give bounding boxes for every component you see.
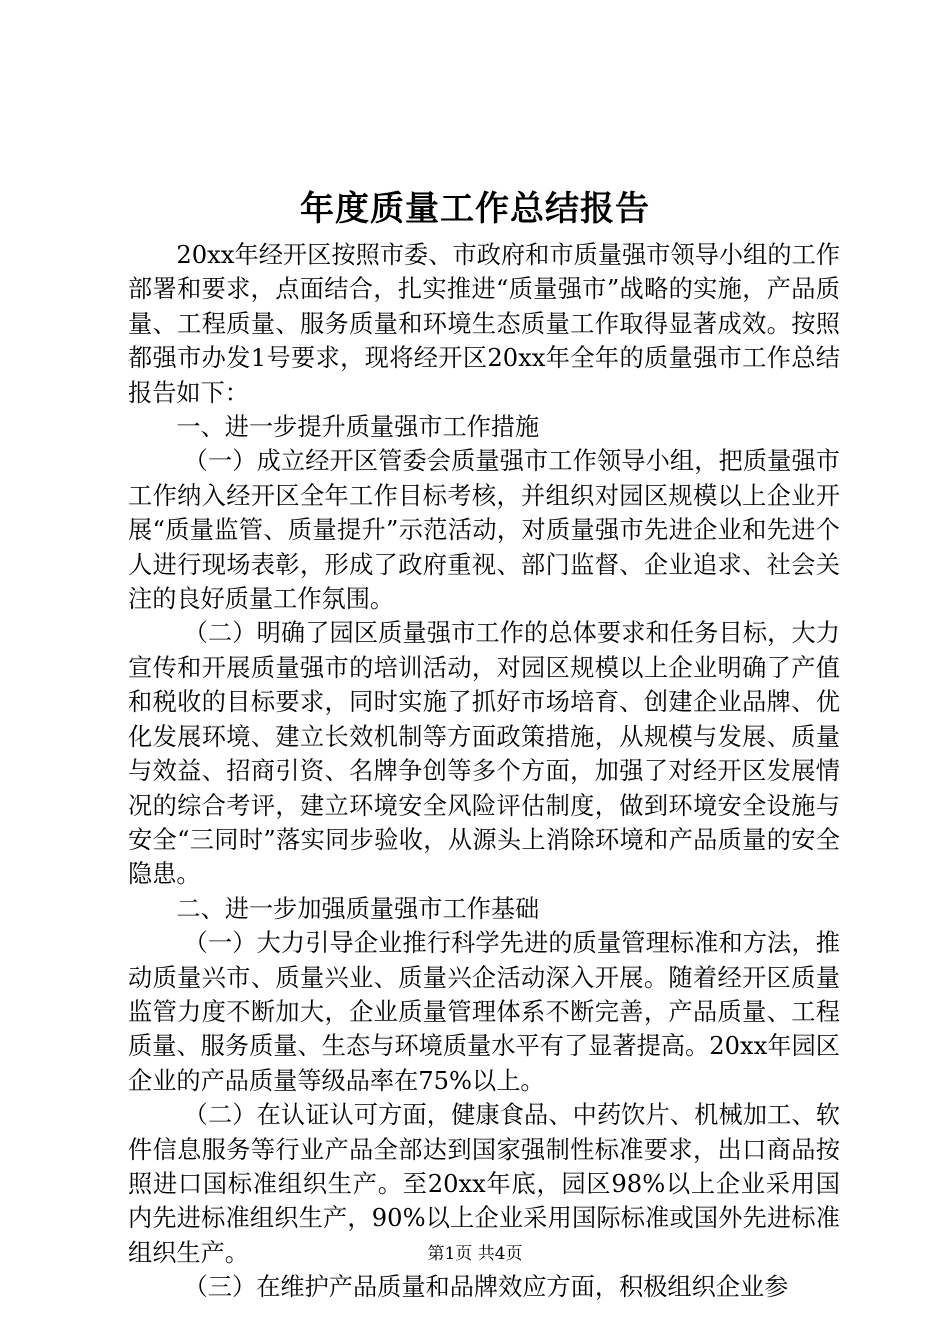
section-2-item-2: （二）在认证认可方面，健康食品、中药饮片、机械加工、软件信息服务等行业产品全部达到国家强制性标准要求，出口商品按照进口国标准组织生产。至20xx年底，园区98%以上企业采用国内先进标准组织生产，90%以上企业采用国际标准或国外先进标准组织生产。 (128, 1101, 840, 1267)
section-1-item-1: （一）成立经开区管委会质量强市工作领导小组，把质量强市工作纳入经开区全年工作目标考核，并组织对园区规模以上企业开展“质量监管、质量提升”示范活动，对质量强市先进企业和先进个人进行现场表彰，形成了政府重视、部门监督、企业追求、社会关注的良好质量工作氛围。 (128, 447, 840, 614)
intro-paragraph: 20xx年经开区按照市委、市政府和市质量强市领导小组的工作部署和要求，点面结合，扎实推进“质量强市”战略的实施，产品质量、工程质量、服务质量和环境生态质量工作取得显著成效。按照都强市办发1号要求，现将经开区20xx年全年的质量强市工作总结报告如下： (128, 241, 840, 407)
section-1-item-2: （二）明确了园区质量强市工作的总体要求和任务目标，大力宣传和开展质量强市的培训活动，对园区规模以上企业明确了产值和税收的目标要求，同时实施了抓好市场培育、创建企业品牌、优化发展环境、建立长效机制等方面政策措施，从规模与发展、质量与效益、招商引资、名牌争创等多个方面，加强了对经开区发展情况的综合考评，建立环境安全风险评估制度，做到环境安全设施与安全“三同时”落实同步验收，从源头上消除环境和产品质量的安全隐患。 (128, 619, 840, 889)
section-heading-2: 二、进一步加强质量强市工作基础 (176, 894, 540, 923)
document-title: 年度质量工作总结报告 (300, 189, 650, 229)
section-heading-1: 一、进一步提升质量强市工作措施 (176, 413, 540, 442)
document-body (128, 238, 840, 1305)
section-2-item-3: （三）在维护产品质量和品牌效应方面，积极组织企业参 (183, 1273, 789, 1302)
section-2-item-1: （一）大力引导企业推行科学先进的质量管理标准和方法，推动质量兴市、质量兴业、质量兴企活动深入开展。随着经开区质量监管力度不断加大，企业质量管理体系不断完善，产品质量、工程质量、服务质量、生态与环境质量水平有了显著提高。20xx年园区企业的产品质量等级品率在75%以上。 (128, 929, 840, 1095)
page-number-footer: 第1页 共4页 (427, 1244, 523, 1264)
